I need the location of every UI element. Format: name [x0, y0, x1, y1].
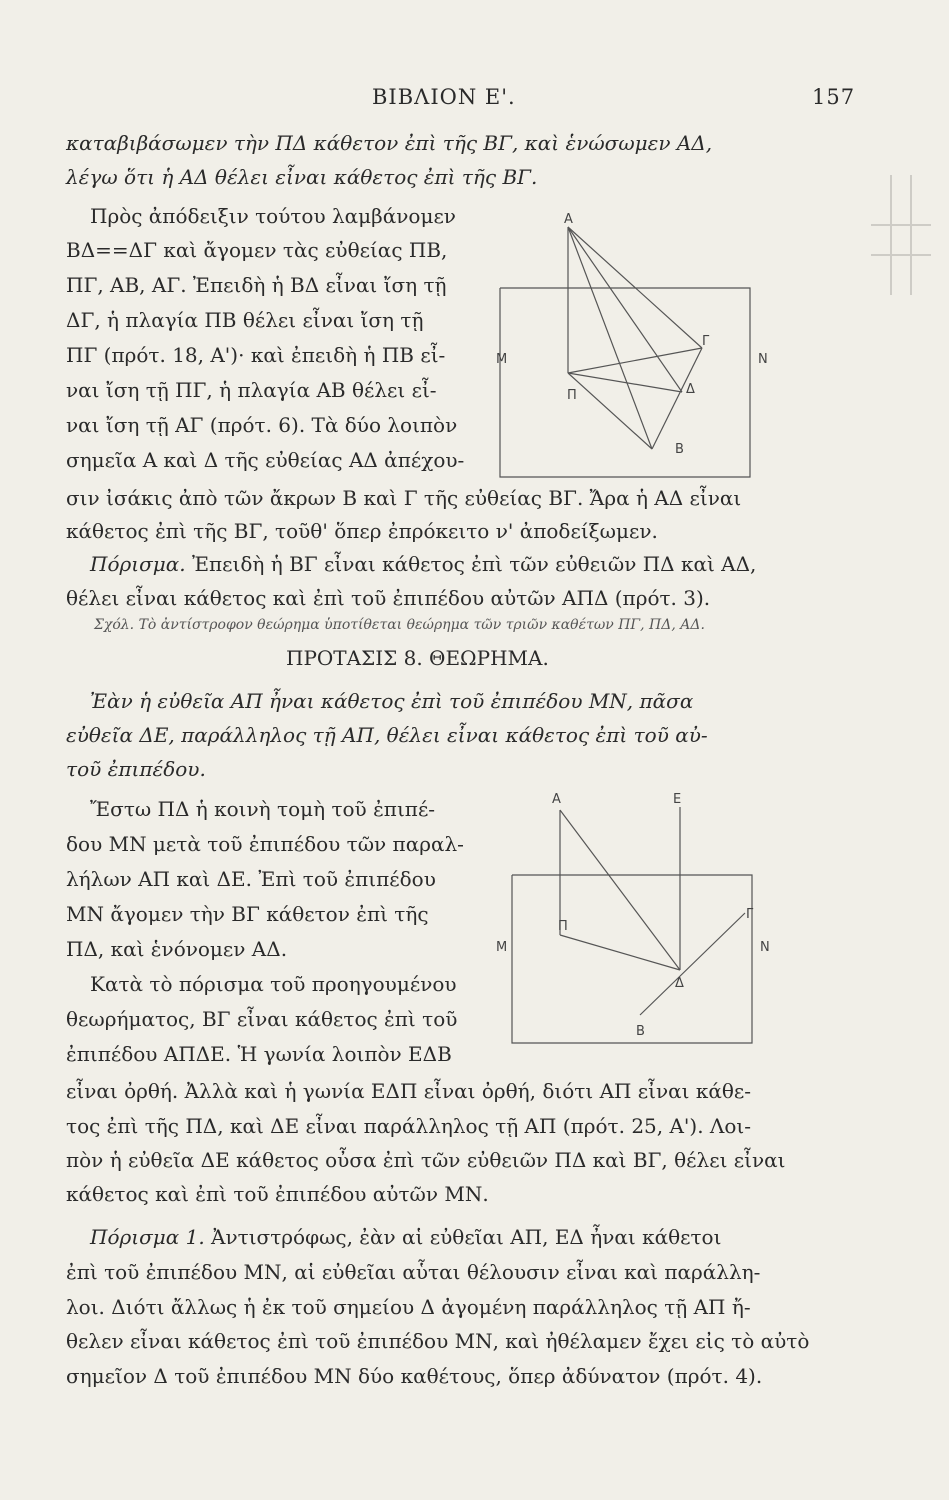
label-g: Γ	[702, 334, 710, 349]
text-line: Πρὸς ἀπόδειξιν τούτου λαμβάνομεν	[90, 204, 456, 228]
text-line: θελεν εἶναι κάθετος ἐπὶ τοῦ ἐπιπέδου ΜΝ, καὶ ἠθέλαμεν ἔχει εἰς τὸ αὐτὸ	[66, 1329, 810, 1353]
text-line: θέλει εἶναι κάθετος καὶ ἐπὶ τοῦ ἐπιπέδου αὐτῶν ΑΠΔ (πρότ. 3).	[66, 586, 711, 610]
text-line: σημεῖον Δ τοῦ ἐπιπέδου ΜΝ δύο καθέτους, ὅπερ ἀδύνατον (πρότ. 4).	[66, 1364, 763, 1388]
label-n: N	[760, 940, 770, 955]
label-e: E	[673, 792, 682, 807]
text-line: σιν ἰσάκις ἀπὸ τῶν ἄκρων Β καὶ Γ τῆς εὐθείας ΒΓ. Ἄρα ἡ ΑΔ εἶναι	[66, 486, 742, 510]
theorem-line: εὐθεῖα ΔΕ, παράλληλος τῇ ΑΠ, θέλει εἶναι κάθετος ἐπὶ τοῦ αὐ-	[66, 723, 708, 747]
page-number: 157	[812, 85, 856, 109]
text-line: λοι. Διότι ἄλλως ἡ ἐκ τοῦ σημείου Δ ἀγομένη παράλληλος τῇ ΑΠ ἤ-	[66, 1295, 751, 1319]
label-d: Δ	[686, 382, 695, 397]
text-line: κάθετος καὶ ἐπὶ τοῦ ἐπιπέδου αὐτῶν ΜΝ.	[66, 1182, 489, 1206]
label-m: M	[496, 940, 508, 955]
label-b: B	[636, 1024, 645, 1039]
text-line: λέγω ὅτι ἡ ΑΔ θέλει εἶναι κάθετος ἐπὶ τῆς ΒΓ.	[66, 165, 538, 189]
segment-gb	[640, 913, 745, 1015]
text-line: ἐπὶ τοῦ ἐπιπέδου ΜΝ, αἱ εὐθεῖαι αὗται θέλουσιν εἶναι καὶ παράλλη-	[66, 1260, 761, 1284]
segment-ad	[560, 810, 680, 970]
corollary-label: Πόρισμα.	[90, 552, 186, 576]
corollary-line	[90, 1224, 721, 1250]
text-line: λήλων ΑΠ καὶ ΔΕ. Ἐπὶ τοῦ ἐπιπέδου	[66, 867, 436, 891]
text-line: Κατὰ τὸ πόρισμα τοῦ προηγουμένου	[90, 972, 457, 996]
corollary-label: Πόρισμα 1.	[90, 1225, 205, 1249]
text-line: κάθετος ἐπὶ τῆς ΒΓ, τοῦθ' ὅπερ ἐπρόκειτο ν' ἀποδείξωμεν.	[66, 519, 658, 543]
theorem-line: τοῦ ἐπιπέδου.	[66, 757, 206, 781]
figure-one	[490, 205, 780, 495]
running-header: ΒΙΒΛΙΟΝ Ε'.	[372, 85, 516, 109]
handwritten-note: Σχόλ. Τὸ ἀντίστροφον θεώρημα ὑποτίθεται θεώρημα τῶν τριῶν καθέτων ΠΓ, ΠΔ, ΑΔ.	[94, 617, 705, 633]
label-m: M	[496, 352, 508, 367]
corollary-line	[90, 551, 756, 577]
text-line: δου ΜΝ μετὰ τοῦ ἐπιπέδου τῶν παραλ-	[66, 832, 464, 856]
label-a: A	[564, 212, 573, 227]
text-line: ναι ἴση τῇ ΑΓ (πρότ. 6). Τὰ δύο λοιπὸν	[66, 413, 458, 437]
text-line: καταβιβάσωμεν τὴν ΠΔ κάθετον ἐπὶ τῆς ΒΓ, καὶ ἑνώσωμεν ΑΔ,	[66, 131, 713, 155]
text-line: σημεῖα Α καὶ Δ τῆς εὐθείας ΑΔ ἀπέχου-	[66, 448, 465, 472]
theorem-line: Ἐὰν ἡ εὐθεῖα ΑΠ ἦναι κάθετος ἐπὶ τοῦ ἐπιπέδου ΜΝ, πᾶσα	[90, 689, 694, 713]
text-line: Ἔστω ΠΔ ἡ κοινὴ τομὴ τοῦ ἐπιπέ-	[90, 797, 436, 821]
segment-pd	[560, 935, 680, 970]
plane-mn-outline	[512, 875, 752, 1043]
segment-bg	[652, 348, 702, 449]
text-line: ναι ἴση τῇ ΠΓ, ἡ πλαγία ΑΒ θέλει εἶ-	[66, 378, 437, 402]
label-n: N	[758, 352, 768, 367]
text-line: πὸν ἡ εὐθεῖα ΔΕ κάθετος οὖσα ἐπὶ τῶν εὐθειῶν ΠΔ καὶ ΒΓ, θέλει εἶναι	[66, 1148, 786, 1172]
bleed-through-mark	[871, 175, 931, 295]
text-line: ΔΓ, ἡ πλαγία ΠΒ θέλει εἶναι ἴση τῇ	[66, 308, 424, 332]
figure-two	[490, 785, 790, 1055]
label-b: B	[675, 442, 684, 457]
text-line: θεωρήματος, ΒΓ εἶναι κάθετος ἐπὶ τοῦ	[66, 1007, 458, 1031]
text-line: εἶναι ὀρθή. Ἀλλὰ καὶ ἡ γωνία ΕΔΠ εἶναι ὀρθή, διότι ΑΠ εἶναι κάθε-	[66, 1079, 752, 1103]
label-d: Δ	[675, 976, 684, 991]
text-line: ΠΔ, καὶ ἑνόνομεν ΑΔ.	[66, 937, 288, 961]
corollary-text: Ἐπειδὴ ἡ ΒΓ εἶναι κάθετος ἐπὶ τῶν εὐθειῶν ΠΔ καὶ ΑΔ,	[185, 552, 757, 576]
text-line: τος ἐπὶ τῆς ΠΔ, καὶ ΔΕ εἶναι παράλληλος τῇ ΑΠ (πρότ. 25, Α'). Λοι-	[66, 1114, 752, 1138]
label-g: Γ	[746, 907, 754, 922]
segment-ad	[568, 227, 682, 392]
label-a: A	[552, 792, 561, 807]
text-line: ΠΓ (πρότ. 18, Α')· καὶ ἐπειδὴ ἡ ΠΒ εἶ-	[66, 343, 446, 367]
text-line: ΒΔ==ΔΓ καὶ ἄγομεν τὰς εὐθείας ΠΒ,	[66, 238, 448, 262]
text-line: ἐπιπέδου ΑΠΔΕ. Ἡ γωνία λοιπὸν ΕΔΒ	[66, 1042, 452, 1066]
text-line: ΜΝ ἄγομεν τὴν ΒΓ κάθετον ἐπὶ τῆς	[66, 902, 429, 926]
label-p: Π	[567, 388, 577, 403]
segment-pg	[568, 348, 702, 373]
text-line: ΠΓ, ΑΒ, ΑΓ. Ἐπειδὴ ἡ ΒΔ εἶναι ἴση τῇ	[66, 273, 447, 297]
proposition-title: ΠΡΟΤΑΣΙΣ 8. ΘΕΩΡΗΜΑ.	[286, 646, 549, 670]
label-p: Π	[558, 919, 568, 934]
segment-ab	[568, 227, 652, 449]
corollary-text: Ἀντιστρόφως, ἐὰν αἱ εὐθεῖαι ΑΠ, ΕΔ ἦναι κάθετοι	[204, 1225, 722, 1249]
